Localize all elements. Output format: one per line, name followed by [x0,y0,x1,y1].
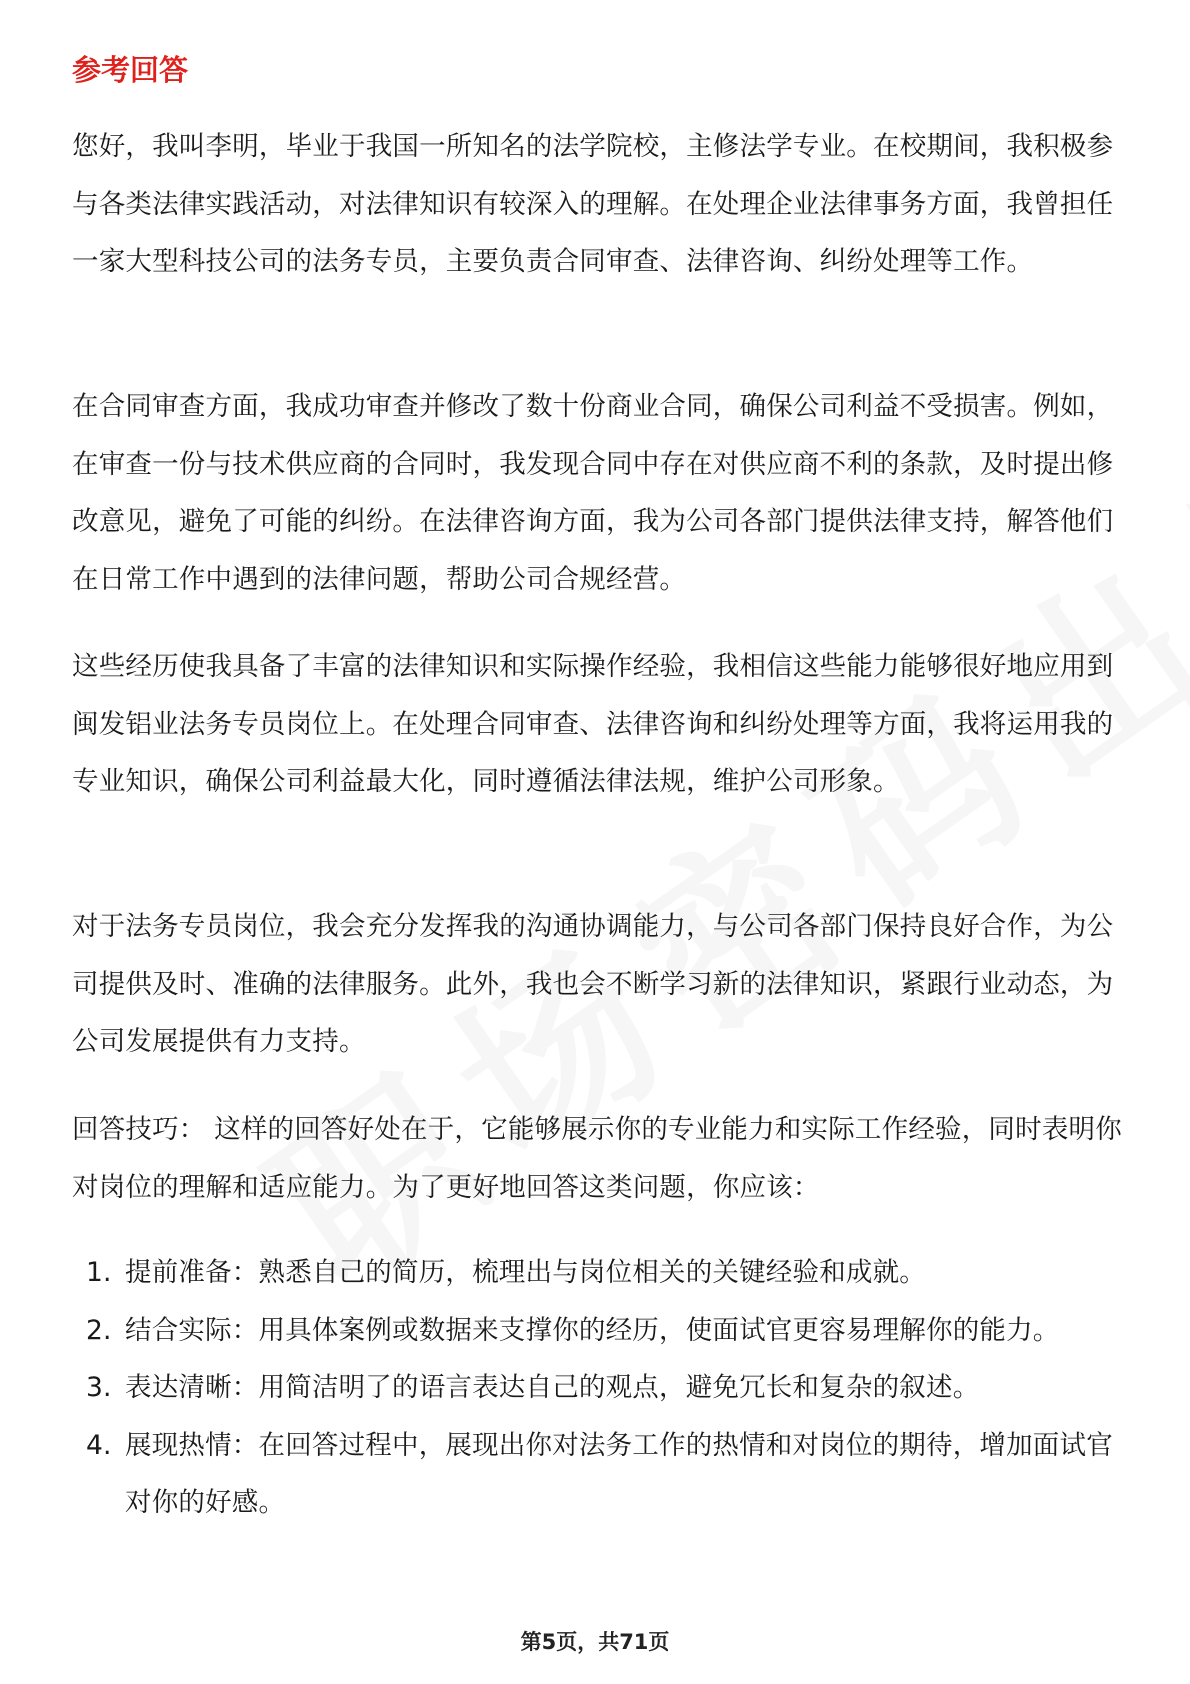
section-heading: 参考回答 [72,53,189,87]
tip-text: 提前准备：熟悉自己的简历，梳理出与岗位相关的关键经验和成就。 [125,1257,926,1288]
tip-item [72,1244,1132,1302]
tip-item [72,1359,1132,1417]
answer-tips-intro: 回答技巧： 这样的回答好处在于，它能够展示你的专业能力和实际工作经验，同时表明你对岗位的理解和适应能力。为了更好地回答这类问题，你应该： [72,1114,1122,1203]
tip-number: 1. [86,1257,112,1288]
tip-item [72,1417,1132,1532]
tip-item [72,1302,1132,1360]
answer-paragraph-3: 这些经历使我具备了丰富的法律知识和实际操作经验，我相信这些能力能够很好地应用到闽发铝业法务专员岗位上。在处理合同审查、法律咨询和纠纷处理等方面，我将运用我的专业知识，确保公司利益最大化，同时遵循法律法规，维护公司形象。 [72,651,1114,797]
answer-paragraph-4: 对于法务专员岗位，我会充分发挥我的沟通协调能力，与公司各部门保持良好合作，为公司提供及时、准确的法律服务。此外，我也会不断学习新的法律知识，紧跟行业动态，为公司发展提供有力支持。 [72,911,1114,1057]
tip-text: 表达清晰：用简洁明了的语言表达自己的观点，避免冗长和复杂的叙述。 [125,1372,980,1403]
page-number-footer: 第5页，共71页 [520,1630,670,1654]
tip-number: 2. [86,1314,112,1346]
answer-paragraph-2: 在合同审查方面，我成功审查并修改了数十份商业合同，确保公司利益不受损害。例如，在审查一份与技术供应商的合同时，我发现合同中存在对供应商不利的条款，及时提出修改意见，避免了可能的纠纷。在法律咨询方面，我为公司各部门提供法律支持，解答他们在日常工作中遇到的法律问题，帮助公司合规经营。 [72,391,1114,595]
tip-number: 4. [86,1429,112,1461]
tip-number: 3. [86,1372,112,1403]
answer-paragraph-1: 您好，我叫李明，毕业于我国一所知名的法学院校，主修法学专业。在校期间，我积极参与各类法律实践活动，对法律知识有较深入的理解。在处理企业法律事务方面，我曾担任一家大型科技公司的法务专员，主要负责合同审查、法律咨询、纠纷处理等工作。 [72,131,1114,277]
tip-text: 展现热情：在回答过程中，展现出你对法务工作的热情和对岗位的期待，增加面试官对你的好感。 [125,1429,1113,1518]
tip-text: 结合实际：用具体案例或数据来支撑你的经历，使面试官更容易理解你的能力。 [125,1314,1060,1346]
tips-list [72,1244,1132,1532]
